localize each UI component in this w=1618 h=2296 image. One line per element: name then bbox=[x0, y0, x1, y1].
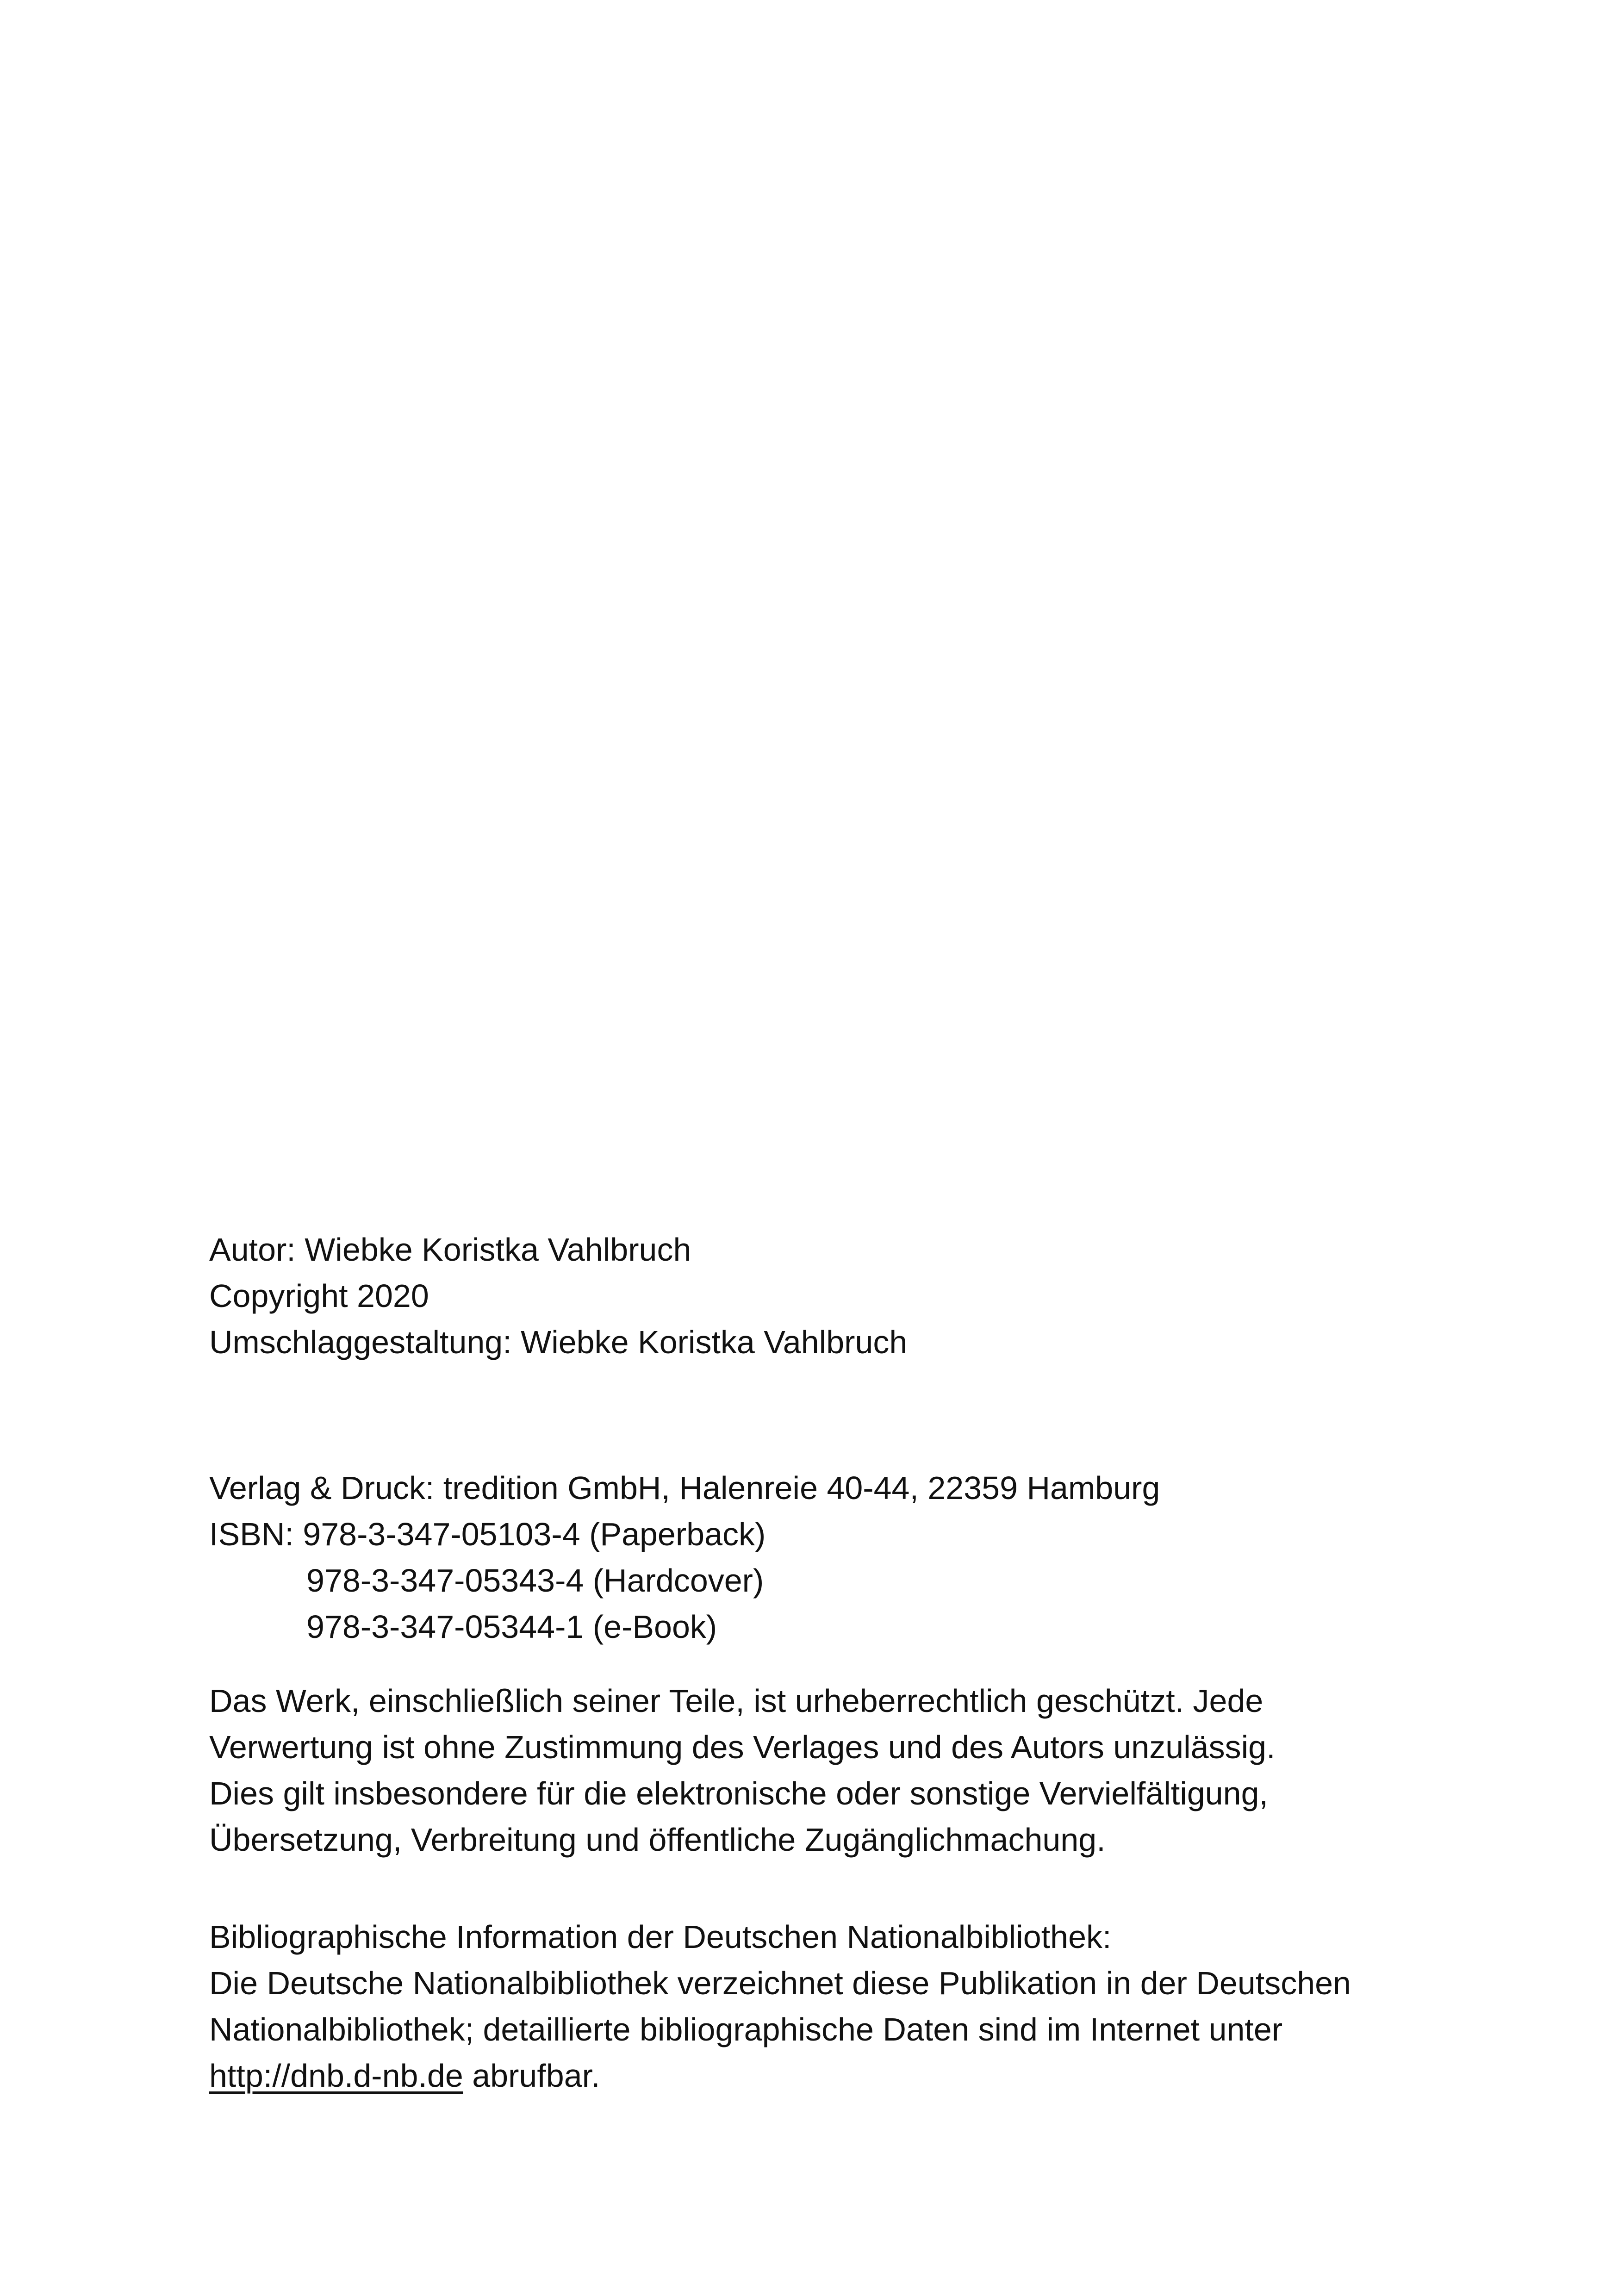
biblio-link-suffix: abrufbar. bbox=[463, 2058, 600, 2094]
rights-notice bbox=[209, 1678, 1276, 1863]
cover-design-line: Umschlaggestaltung: Wiebke Koristka Vahlbruch bbox=[209, 1324, 908, 1360]
publisher-block bbox=[209, 1465, 1160, 1650]
rights-line: Das Werk, einschließlich seiner Teile, ist urheberrechtlich geschützt. Jede bbox=[209, 1683, 1263, 1719]
biblio-line: Nationalbibliothek; detaillierte bibliographische Daten sind im Internet unter bbox=[209, 2011, 1283, 2047]
isbn-line-hardcover bbox=[209, 1557, 1160, 1604]
isbn-line-paperback bbox=[209, 1511, 1160, 1557]
dnb-link[interactable]: http://dnb.d-nb.de bbox=[209, 2058, 463, 2094]
bibliographic-notice bbox=[209, 1914, 1351, 2099]
copyright-line: Copyright 2020 bbox=[209, 1278, 429, 1314]
isbn-ebook: 978-3-347-05344-1 (e-Book) bbox=[306, 1609, 717, 1645]
author-line: Autor: Wiebke Koristka Vahlbruch bbox=[209, 1232, 691, 1268]
rights-line: Übersetzung, Verbreitung und öffentliche Zugänglichmachung. bbox=[209, 1822, 1106, 1858]
biblio-heading: Bibliographische Information der Deutschen Nationalbibliothek: bbox=[209, 1919, 1112, 1955]
biblio-line: Die Deutsche Nationalbibliothek verzeichnet diese Publikation in der Deutschen bbox=[209, 1965, 1351, 2001]
isbn-paperback: 978-3-347-05103-4 (Paperback) bbox=[303, 1516, 766, 1552]
isbn-hardcover: 978-3-347-05343-4 (Hardcover) bbox=[306, 1562, 764, 1599]
isbn-label: ISBN: bbox=[209, 1516, 294, 1552]
rights-line: Verwertung ist ohne Zustimmung des Verlages und des Autors unzulässig. bbox=[209, 1729, 1276, 1765]
rights-line: Dies gilt insbesondere für die elektronische oder sonstige Vervielfältigung, bbox=[209, 1775, 1268, 1811]
isbn-line-ebook bbox=[209, 1604, 1160, 1650]
biblio-link-line bbox=[209, 2053, 1351, 2099]
credits-block bbox=[209, 1226, 907, 1365]
publisher-line: Verlag & Druck: tredition GmbH, Halenreie 40-44, 22359 Hamburg bbox=[209, 1470, 1160, 1506]
